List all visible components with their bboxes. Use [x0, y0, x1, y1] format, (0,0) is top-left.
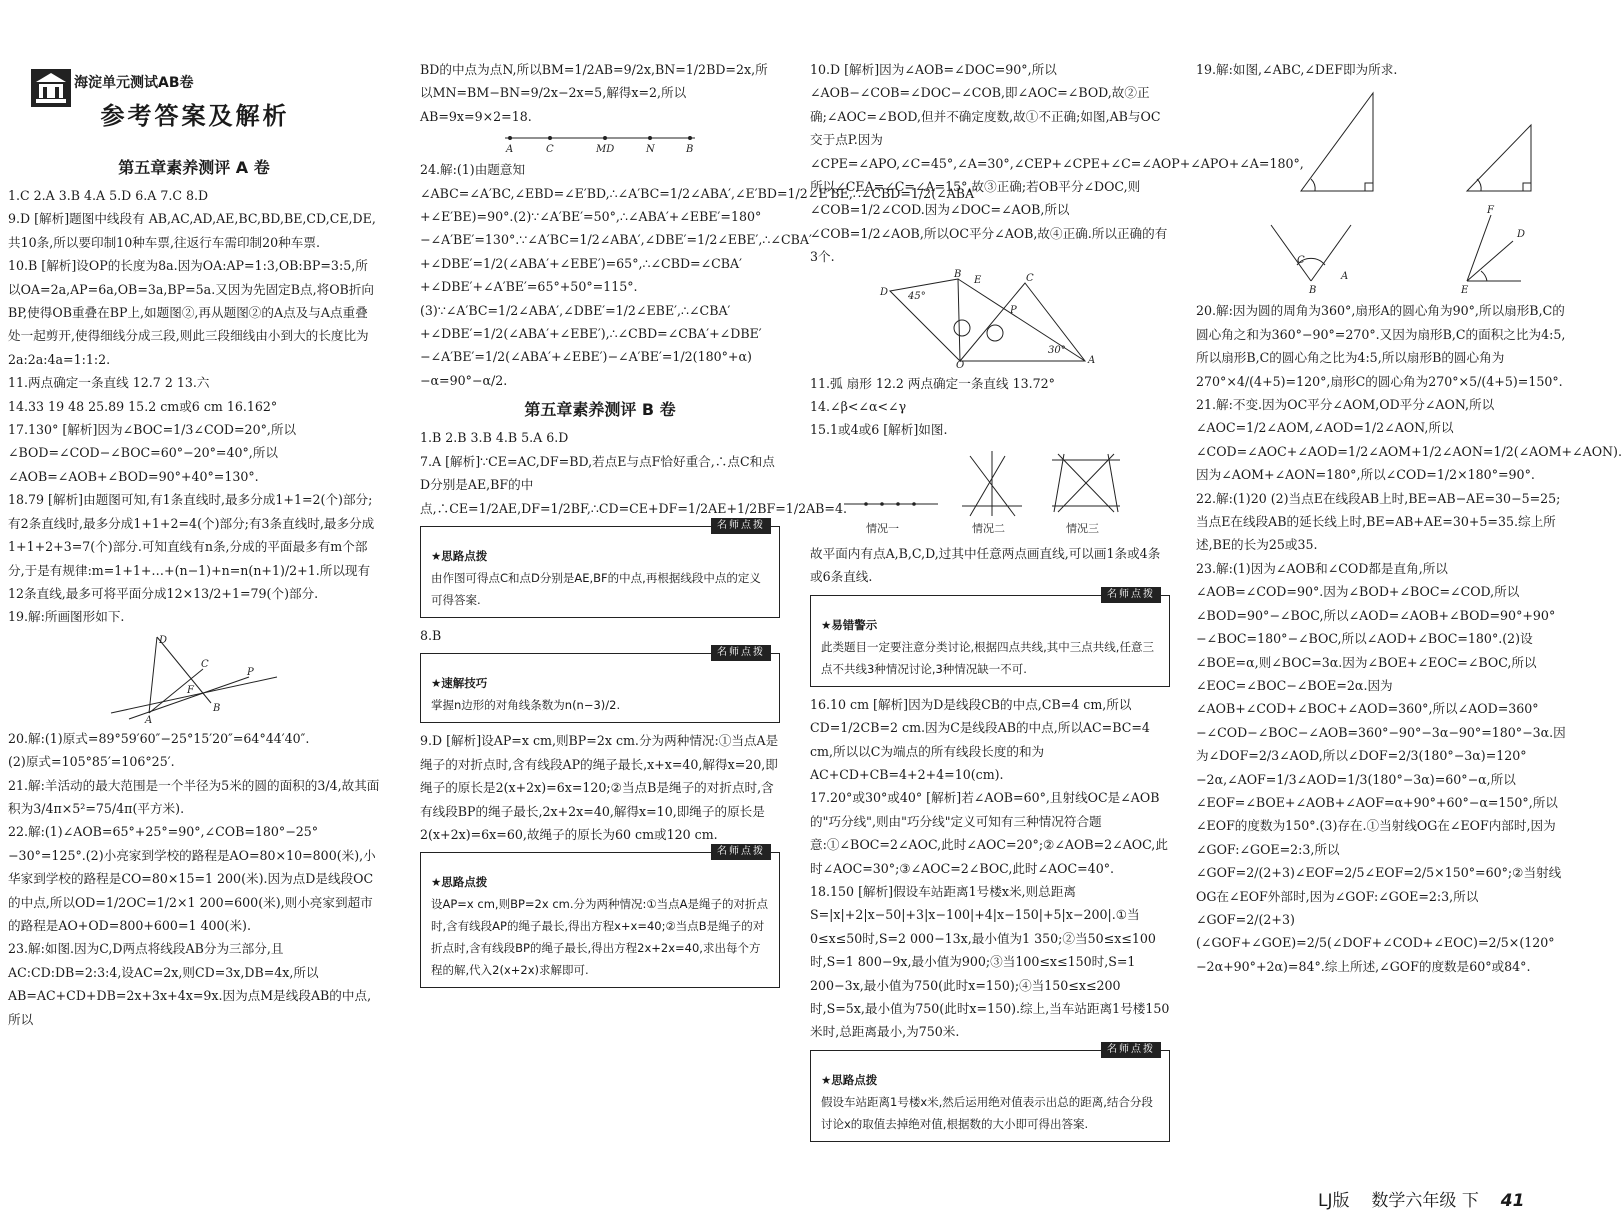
answer-item: 18.150 [解析]假设车站距离1号楼x米,则总距离S=|x|+2|x−50|+3|x−100|+4|x−150|+5|x−200|.①当0≤x≤50时,S=2 000−13x,最小值为1 350;②当50≤x≤100时,S=1 800−9x,最小值为900;③当100≤x≤150时,S=1 200−3x,最小值为750(此时x=150);④当150≤x≤200时,S=5x,最小值为750(此时x=150).综上,当车站距离1号楼150米时,总距离最小,为750米.	[810, 883, 1170, 1040]
svg-text:D: D	[159, 634, 168, 646]
answer-item: 17.20°或30°或40° [解析]若∠AOB=60°,且射线OC是∠AOB的"巧分线",则由"巧分线"定义可知有三种情况符合题意:①∠BOC=2∠AOC,此时∠AOC=20°;②∠AOB=2∠AOC,此时∠AOC=30°;③∠AOC=2∠BOC,此时∠AOC=40°.	[810, 790, 1168, 876]
answer-item: 1.C 2.A 3.B 4.A 5.D 6.A 7.C 8.D	[8, 188, 209, 203]
answer-item: 19.解:如图,∠ABC,∠DEF即为所求.	[1196, 62, 1398, 77]
svg-text:A: A	[1341, 271, 1349, 283]
answer-item: 21.解:羊活动的最大范围是一个半径为5米的圆的面积的3/4,故其面积为3/4π×5²=75/4π(平方米).	[8, 777, 380, 816]
brand-name: 海淀单元测试AB卷	[74, 75, 194, 91]
tip-badge: 名师点拨	[711, 518, 771, 534]
svg-text:30°: 30°	[1048, 344, 1066, 356]
tip-text: 假设车站距离1号楼x米,然后运用绝对值表示出总的距离,结合分段讨论x的取值去掉绝对值,根据数的大小即可得出答案.	[821, 1094, 1153, 1131]
answer-item: 11.弧 扇形 12.2 两点确定一条直线 13.72°	[810, 375, 1055, 391]
answer-item: 17.130° [解析]因为∠BOC=1/3∠COD=20°,所以∠BOD=∠COD−∠BOC=60°−20°=40°,所以∠AOB=∠AOB+∠BOD=90°+40°=130°.	[8, 422, 297, 484]
subject-label: 数学六年级 下	[1371, 1191, 1479, 1211]
column-1	[8, 150, 380, 1190]
tip-box	[810, 588, 1170, 687]
tip-box	[810, 1043, 1170, 1142]
tip-box	[420, 519, 780, 618]
tip-text: 设AP=x cm,则BP=2x cm.分为两种情况:①当点A是绳子的对折点时,含有线段AP的绳子最长,得出方程x+x=40;②当点B是绳子的对折点时,含有线段BP的绳子最长,得出方程2x+2x=40,求出每个方程的解,代入2(x+2x)求解即可.	[431, 897, 769, 978]
tip-text: 掌握n边形的对角线条数为n(n−3)/2.	[431, 698, 621, 713]
answer-item: 1.B 2.B 3.B 4.B 5.A 6.D	[420, 430, 569, 446]
tip-badge: 名师点拨	[1101, 1042, 1161, 1058]
page-footer	[1318, 1186, 1524, 1211]
svg-text:E: E	[974, 274, 982, 286]
building-logo-icon	[30, 68, 72, 108]
tip-badge: 名师点拨	[711, 844, 771, 860]
svg-text:D: D	[880, 286, 889, 298]
segment-figure	[500, 132, 700, 154]
svg-text:C: C	[546, 144, 554, 156]
answer-item: 19.解:所画图形如下.	[8, 609, 125, 625]
tip-badge: 名师点拨	[711, 645, 771, 661]
tip-title: ★思路点拨	[431, 875, 488, 890]
case-label: 情况二	[972, 521, 1005, 535]
svg-text:B: B	[686, 144, 694, 156]
svg-text:A: A	[1088, 354, 1096, 366]
svg-text:O: O	[956, 359, 965, 371]
tip-title: ★思路点拨	[431, 548, 488, 563]
svg-text:C: C	[1297, 255, 1305, 267]
answer-item: 8.B	[420, 627, 442, 643]
edition-label: LJ版	[1318, 1191, 1350, 1211]
answer-item: 11.两点确定一条直线 12.7 2 13.六	[8, 375, 210, 391]
tip-title: ★思路点拨	[821, 1072, 878, 1087]
tip-text: 此类题目一定要注意分类讨论,根据四点共线,其中三点共线,任意三点不共线3种情况讨论,3种情况缺一不可.	[821, 639, 1154, 676]
section-title-b: 第五章素养测评 B 卷	[524, 400, 676, 420]
svg-text:P: P	[1010, 304, 1017, 316]
svg-text:N: N	[646, 144, 655, 156]
svg-text:F: F	[187, 684, 194, 696]
svg-text:P: P	[247, 666, 254, 678]
answer-item: 18.79 [解析]由题图可知,有1条直线时,最多分成1+1=2(个)部分;有2条直线时,最多分成1+1+2=4(个)部分;有3条直线时,最多分成1+1+2+3=7(个)部分.可知直线有n条,分成的平面最多有m个部分,于是有规律:m=1+1+…+(n−1)+n=n(n+1)/2+1.所以现有12条直线,最多可将平面分成12×13/2+1=79(个)部分.	[8, 492, 375, 601]
section-title-a: 第五章素养测评 A 卷	[118, 158, 270, 177]
page-title: 参考答案及解析	[100, 102, 290, 130]
answer-item: 15.1或4或6 [解析]如图.	[810, 422, 948, 438]
case-label: 情况一	[866, 521, 899, 535]
answer-item: 23.解:(1)因为∠AOB和∠COD都是直角,所以∠AOB=∠COD=90°.因为∠BOD+∠BOC=∠COD,所以∠BOD=90°−∠BOC,所以∠AOD=∠AOB+∠BOD=90°+90°−∠BOC=180°−∠BOC,所以∠AOD+∠BOC=180°.(2)设∠BOE=α,则∠BOC=3α.因为∠BOE+∠EOC=∠BOC,所以∠EOC=∠BOC−∠BOE=2α.因为∠AOB+∠COD+∠BOC+∠AOD=360°,所以∠AOD=360°−∠COD−∠BOC−∠AOB=360°−90°−3α−90°=180°−3α.因为∠DOF=2/3∠AOD,所以∠DOF=2/3(180°−3α)=120°−2α,∠AOF=1/3∠AOD=1/3(180°−3α)=60°−α,所以∠EOF=∠BOE+∠AOB+∠AOF=α+90°+60°−α=150°,所以∠EOF的度数为150°.(3)存在.①当射线OG在∠EOF内部时,因为∠GOF:∠GOE=2:3,所以∠GOF=2/(2+3)∠EOF=2/5∠EOF=2/5×150°=60°;②当射线OG在∠EOF外部时,因为∠GOF:∠GOE=2:3,所以∠GOF=2/(2+3)(∠GOF+∠GOE)=2/5(∠DOF+∠COD+∠EOC)=2/5×(120°−2α+90°+2α)=84°.综上所述,∠GOF的度数是60°或84°.	[1196, 560, 1566, 974]
answer-item: 14.∠β<∠α<∠γ	[810, 399, 907, 415]
answer-item: 24.解:(1)由题意知∠ABC=∠A′BC,∠EBD=∠E′BD,∴∠A′BC=1/2∠ABA′,∠E′BD=1/2∠E′BE,∴∠CBD=1/2(∠ABA′+∠E′BE)=90°.(2)∵∠A′BE′=50°,∴∠ABA′+∠EBE′=180°−∠A′BE′=130°.∵∠A′BC=1/2∠ABA′,∠DBE′=1/2∠EBE′,∴∠CBA′+∠DBE′=1/2(∠ABA′+∠EBE′)=65°,∴∠CBD=∠CBA′+∠DBE′+∠A′BE′=65°+50°=115°.(3)∵∠A′BC=1/2∠ABA′,∠DBE′=1/2∠EBE′,∴∠CBA′+∠DBE′=1/2(∠ABA′+∠EBE′),∴∠CBD=∠CBA′+∠DBE′−∠A′BE′=1/2(∠ABA′+∠EBE′)−∠A′BE′=1/2(180°+α)−α=90°−α/2.	[420, 162, 977, 388]
answer-item: 14.33 19 48 25.89 15.2 cm或6 cm 16.162°	[8, 398, 278, 414]
svg-text:A: A	[506, 144, 514, 156]
svg-text:45°: 45°	[908, 290, 926, 302]
figure-10-triangles	[880, 268, 1100, 371]
tip-title: ★易错警示	[821, 617, 878, 632]
answer-item: 16.10 cm [解析]因为D是线段CB的中点,CB=4 cm,所以CD=1/2CB=2 cm.因为C是线段AB的中点,所以AC=BC=4 cm,所以以C为端点的所有线段长度的和为AC+CD+CB=4+2+4=10(cm).	[810, 696, 1150, 782]
answer-item: 9.D [解析]题图中线段有 AB,AC,AD,AE,BC,BD,BE,CD,CE,DE,共10条,所以要印制10种车票,往返行车需印制20种车票.	[8, 211, 376, 250]
answer-item: 23.解:如图.因为C,D两点将线段AB分为三部分,且AC:CD:DB=2:3:4,设AC=2x,则CD=3x,DB=4x,所以AB=AC+CD+DB=2x+3x+4x=9x.因为点M是线段AB的中点,所以	[8, 941, 372, 1027]
page-header	[10, 60, 390, 135]
svg-text:B: B	[213, 702, 221, 714]
svg-text:F: F	[1487, 205, 1494, 217]
tip-title: ★速解技巧	[431, 676, 488, 691]
answer-item: 20.解:因为圆的周角为360°,扇形A的圆心角为90°,所以扇形B,C的圆心角之和为360°−90°=270°.又因为扇形B,C的面积之比为4:5,所以扇形B,C的圆心角之比为4:5,所以扇形B的圆心角为270°×4/(4+5)=120°,扇形C的圆心角为270°×5/(4+5)=150°.	[1196, 303, 1566, 389]
figure-15-cases	[840, 446, 1140, 538]
svg-text:MD: MD	[596, 144, 615, 156]
svg-text:E: E	[1461, 285, 1469, 297]
column-4	[1196, 58, 1622, 1188]
answer-item: 10.D [解析]因为∠AOB=∠DOC=90°,所以∠AOB−∠COB=∠DOC−∠COB,即∠AOC=∠BOD,故②正确;∠AOC=∠BOD,但并不确定度数,故①不正确;如图,AB与OC交于点P.因为∠CPE=∠APO,∠C=45°,∠A=30°,∠CEP+∠CPE+∠C=∠AOP+∠APO+∠A=180°,所以∠CEA=∠C=∠A=15°,故③正确;若OB平分∠DOC,则∠COB=1/2∠COD.因为∠DOC=∠AOB,所以∠COB=1/2∠AOB,所以OC平分∠AOB,故④正确.所以正确的有3个.	[810, 62, 1304, 265]
answer-item: 21.解:不变.因为OC平分∠AOM,OD平分∠AON,所以∠AOC=1/2∠AOM,∠AOD=1/2∠AON,所以∠COD=∠AOC+∠AOD=1/2∠AOM+1/2∠AON=1/2(∠AOM+∠AON).因为∠AOM+∠AON=180°,所以∠COD=1/2×180°=90°.	[1196, 397, 1622, 483]
answer-item: 7.A [解析]∵CE=AC,DF=BD,若点E与点F恰好重合,∴点C和点D分别是AE,BF的中点,∴CE=1/2AE,DF=1/2BF,∴CD=CE+DF=1/2AE+1/2BF=1/2AB=4.	[420, 453, 847, 516]
tip-box	[420, 647, 780, 723]
page-number: 41	[1500, 1191, 1525, 1211]
answer-item: 20.解:(1)原式=89°59′60″−25°15′20″=64°44′40″.	[8, 730, 310, 746]
answer-item: 故平面内有点A,B,C,D,过其中任意两点画直线,可以画1条或4条或6条直线.	[810, 545, 1161, 585]
figure-19-angles	[1231, 85, 1531, 295]
svg-text:B: B	[954, 268, 962, 280]
answer-item: 22.解:(1)∠AOB=65°+25°=90°,∠COB=180°−25°−30°=125°.(2)小亮家到学校的路程是AO=80×10=800(米),小华家到学校的路程是CO=80×15=1 200(米).因为点D是线段OC的中点,所以OD=1/2OC=1/2×1 200=600(米),则小亮家到超市的路程是AO+OD=800+600=1 400(米).	[8, 824, 376, 933]
figure-19-lines	[109, 633, 279, 726]
svg-text:B: B	[1309, 285, 1317, 297]
tip-badge: 名师点拨	[1101, 587, 1161, 603]
answer-item: 10.B [解析]设OP的长度为8a.因为OA:AP=1:3,OB:BP=3:5,所以OA=2a,AP=6a,OB=3a,BP=5a.又因为先固定B点,将OB折向BP,使得OB重叠在BP上,如题图②,再从题图②的A点及与A点重叠处一起剪开,使得细线分成三段,则此三段细线由小到大的长度比为2a:2a:4a=1:1:2.	[8, 258, 374, 367]
svg-text:C: C	[1026, 272, 1034, 284]
answer-item: (2)原式=105°85′=106°25′.	[8, 754, 175, 770]
svg-text:D: D	[1517, 229, 1526, 241]
tip-text: 由作图可得点C和点D分别是AE,BF的中点,再根据线段中点的定义可得答案.	[431, 570, 761, 607]
answer-item: 22.解:(1)20 (2)当点E在线段AB上时,BE=AB−AE=30−5=25;当点E在线段AB的延长线上时,BE=AB+AE=30+5=35.综上所述,BE的长为25或35.	[1196, 490, 1561, 553]
svg-text:A: A	[145, 714, 153, 726]
answer-item: 9.D [解析]设AP=x cm,则BP=2x cm.分为两种情况:①当点A是绳子的对折点时,含有线段AP的绳子最长,x+x=40,解得x=20,即绳子的原长是2(x+2x)=6x=120;②当点B是绳子的对折点时,含有线段BP的绳子最长,2x+2x=40,解得x=10,即绳子的原长是2(x+2x)=6x=60,故绳子的原长为60 cm或120 cm.	[420, 733, 779, 842]
case-label: 情况三	[1066, 521, 1099, 535]
answer-item: BD的中点为点N,所以BM=1/2AB=9/2x,BN=1/2BD=2x,所以MN=BM−BN=9/2x−2x=5,解得x=2,所以AB=9x=9×2=18.	[420, 62, 768, 124]
tip-box	[420, 846, 780, 988]
svg-text:C: C	[201, 658, 209, 670]
